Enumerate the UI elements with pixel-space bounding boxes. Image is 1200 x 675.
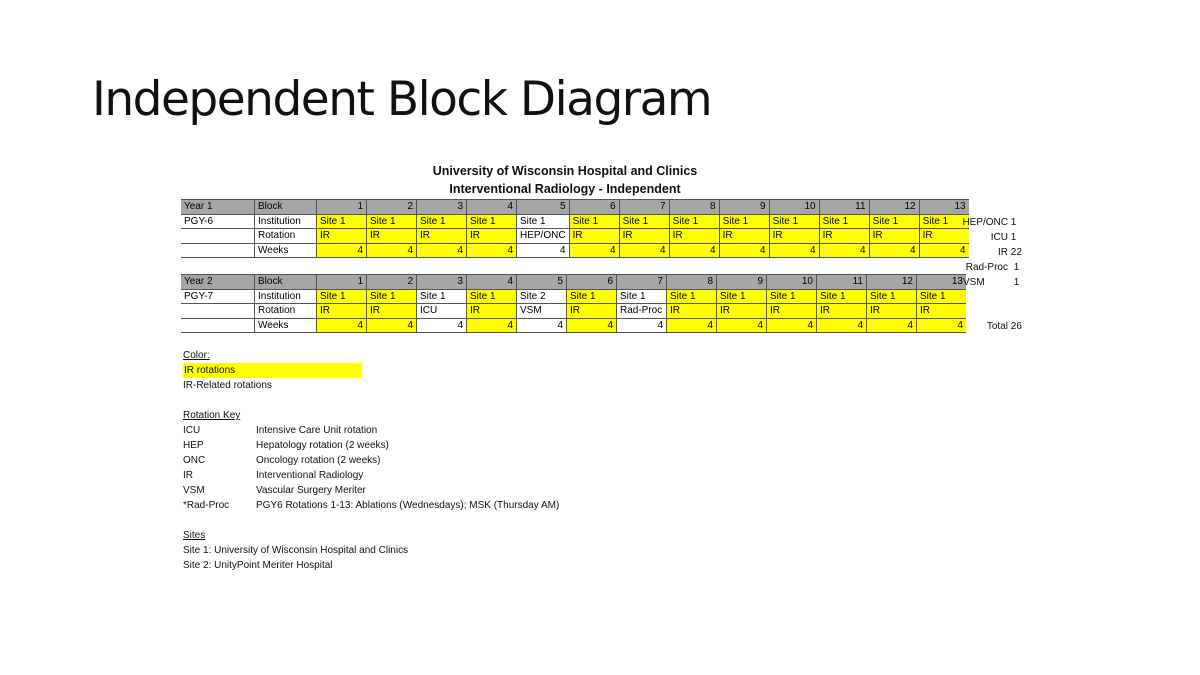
rotation-cell: IR (317, 229, 367, 244)
institution-cell: Site 1 (317, 289, 367, 304)
block-number: 4 (467, 275, 517, 290)
weeks-cell: 4 (717, 318, 767, 333)
summary-count: 1 (1010, 217, 1017, 228)
legend (183, 348, 559, 573)
rotation-cell: IR (317, 304, 367, 319)
summary-total-count: 26 (1010, 321, 1022, 332)
block-number: 3 (417, 275, 467, 290)
pgy-label: PGY-6 (181, 214, 255, 229)
weeks-cell: 4 (317, 318, 367, 333)
key-code: ONC (183, 455, 206, 466)
ir-related-label: IR-Related rotations (183, 380, 272, 391)
summary-label: VSM (963, 277, 985, 288)
block-number: 3 (417, 200, 467, 215)
institution-cell: Site 1 (367, 289, 417, 304)
institution-cell: Site 1 (719, 214, 769, 229)
weeks-cell: 4 (467, 243, 517, 258)
institution-cell: Site 1 (467, 214, 517, 229)
sheet-title-program: Interventional Radiology - Independent (449, 182, 681, 196)
weeks-cell: 4 (819, 243, 869, 258)
weeks-cell: 4 (517, 243, 570, 258)
summary-label: Rad-Proc (965, 262, 1008, 273)
rotation-cell: IR (619, 229, 669, 244)
block-number: 8 (669, 200, 719, 215)
institution-cell: Site 1 (817, 289, 867, 304)
empty-cell (181, 229, 255, 244)
block-number: 6 (567, 275, 617, 290)
summary-vsm (963, 277, 1019, 288)
summary-label: HEP/ONC (962, 217, 1008, 228)
weeks-cell: 4 (367, 243, 417, 258)
block-number: 12 (867, 275, 917, 290)
institution-cell: Site 1 (867, 289, 917, 304)
institution-cell: Site 1 (769, 214, 819, 229)
summary-count: 1 (1013, 277, 1020, 288)
block-number: 4 (467, 200, 517, 215)
institution-cell: Site 1 (919, 214, 969, 229)
rotation-cell: IR (769, 229, 819, 244)
block-number: 5 (517, 200, 570, 215)
rotation-cell: IR (467, 304, 517, 319)
block-number: 2 (367, 275, 417, 290)
weeks-cell: 4 (817, 318, 867, 333)
site-1: Site 1: University of Wisconsin Hospital and Clinics (183, 545, 409, 556)
weeks-cell: 4 (317, 243, 367, 258)
row-label: Institution (255, 289, 317, 304)
block-number: 2 (367, 200, 417, 215)
summary-count: 22 (1010, 247, 1022, 258)
key-desc: PGY6 Rotations 1-13: Ablations (Wednesdays); MSK (Thursday AM) (256, 500, 560, 511)
weeks-cell: 4 (867, 318, 917, 333)
institution-cell: Site 1 (569, 214, 619, 229)
institution-cell: Site 1 (917, 289, 967, 304)
slide-title: Independent Block Diagram (92, 72, 712, 127)
row-label: Institution (255, 214, 317, 229)
weeks-cell: 4 (919, 243, 969, 258)
row-label: Weeks (255, 318, 317, 333)
empty-cell (181, 243, 255, 258)
rotation-cell: IR (669, 229, 719, 244)
row-label: Rotation (255, 229, 317, 244)
rotation-cell: Rad-Proc (617, 304, 667, 319)
rotation-row (181, 229, 969, 244)
summary-count: 1 (1013, 262, 1020, 273)
block-number: 6 (569, 200, 619, 215)
institution-row (181, 214, 969, 229)
rotation-cell: IR (567, 304, 617, 319)
year2-block-table (181, 274, 966, 333)
block-number: 7 (619, 200, 669, 215)
rotation-cell: IR (569, 229, 619, 244)
key-desc: Oncology rotation (2 weeks) (256, 455, 381, 466)
weeks-cell: 4 (617, 318, 667, 333)
key-desc: Intensive Care Unit rotation (256, 425, 378, 436)
institution-cell: Site 1 (367, 214, 417, 229)
key-desc: Interventional Radiology (256, 470, 364, 481)
summary-ir (960, 247, 1022, 258)
institution-cell: Site 1 (617, 289, 667, 304)
block-label: Block (255, 275, 317, 290)
block-number: 10 (769, 200, 819, 215)
weeks-cell: 4 (567, 318, 617, 333)
rotation-row (181, 304, 966, 319)
rotation-cell: IR (819, 229, 869, 244)
key-row-vsm (183, 483, 559, 498)
weeks-cell: 4 (367, 318, 417, 333)
summary-hep-onc (960, 217, 1024, 228)
weeks-cell: 4 (769, 243, 819, 258)
row-label: Rotation (255, 304, 317, 319)
block-number: 1 (317, 200, 367, 215)
sites-heading: Sites (183, 530, 206, 541)
weeks-cell: 4 (667, 318, 717, 333)
block-number: 11 (819, 200, 869, 215)
rotation-cell: IR (869, 229, 919, 244)
summary-rad-proc (960, 262, 1019, 273)
weeks-row (181, 243, 969, 258)
empty-cell (181, 318, 255, 333)
rotation-cell: IR (667, 304, 717, 319)
institution-cell: Site 1 (467, 289, 517, 304)
summary-icu (960, 232, 1016, 243)
block-number: 13 (917, 275, 967, 290)
rotation-cell: IR (917, 304, 967, 319)
block-number: 7 (617, 275, 667, 290)
empty-cell (181, 304, 255, 319)
weeks-cell: 4 (917, 318, 967, 333)
key-code: ICU (183, 425, 201, 436)
ir-rotations-swatch: IR rotations (183, 363, 362, 378)
rotation-key-heading: Rotation Key (183, 410, 241, 421)
key-code: *Rad-Proc (183, 500, 230, 511)
key-code: VSM (183, 485, 205, 496)
weeks-cell: 4 (669, 243, 719, 258)
weeks-cell: 4 (619, 243, 669, 258)
rotation-cell: HEP/ONC (517, 229, 570, 244)
key-row-rad-proc (183, 498, 559, 513)
color-heading: Color: (183, 350, 210, 361)
weeks-cell: 4 (569, 243, 619, 258)
key-desc: Vascular Surgery Meriter (256, 485, 366, 496)
institution-cell: Site 1 (417, 214, 467, 229)
sheet-title-institution: University of Wisconsin Hospital and Clinics (432, 164, 698, 178)
rotation-cell: IR (767, 304, 817, 319)
rotation-cell: IR (417, 229, 467, 244)
rotation-cell: IR (719, 229, 769, 244)
rotation-cell: IR (919, 229, 969, 244)
block-number: 11 (817, 275, 867, 290)
institution-cell: Site 1 (669, 214, 719, 229)
block-header-row (181, 275, 966, 290)
key-row-onc (183, 453, 559, 468)
rotation-cell: ICU (417, 304, 467, 319)
rotation-cell: IR (717, 304, 767, 319)
institution-cell: Site 1 (869, 214, 919, 229)
weeks-cell: 4 (517, 318, 567, 333)
institution-cell: Site 1 (417, 289, 467, 304)
weeks-cell: 4 (767, 318, 817, 333)
key-code: HEP (183, 440, 204, 451)
institution-cell: Site 1 (767, 289, 817, 304)
weeks-cell: 4 (467, 318, 517, 333)
rotation-cell: IR (467, 229, 517, 244)
summary-total (960, 321, 1022, 332)
institution-cell: Site 1 (667, 289, 717, 304)
rotation-cell: VSM (517, 304, 567, 319)
key-row-ir (183, 468, 559, 483)
institution-cell: Site 1 (819, 214, 869, 229)
institution-cell: Site 1 (317, 214, 367, 229)
block-label: Block (255, 200, 317, 215)
rotation-cell: IR (367, 304, 417, 319)
weeks-cell: 4 (417, 318, 467, 333)
weeks-cell: 4 (417, 243, 467, 258)
year-label: Year 1 (181, 200, 255, 215)
institution-cell: Site 1 (717, 289, 767, 304)
summary-count: 1 (1010, 232, 1017, 243)
summary-label: ICU (990, 232, 1008, 243)
rotation-cell: IR (867, 304, 917, 319)
summary-label: IR (998, 247, 1008, 258)
weeks-cell: 4 (869, 243, 919, 258)
rotation-cell: IR (367, 229, 417, 244)
block-number: 1 (317, 275, 367, 290)
block-number: 9 (719, 200, 769, 215)
institution-cell: Site 1 (517, 214, 570, 229)
block-number: 8 (667, 275, 717, 290)
key-row-icu (183, 423, 559, 438)
institution-row (181, 289, 966, 304)
year-label: Year 2 (181, 275, 255, 290)
institution-cell: Site 1 (567, 289, 617, 304)
weeks-row (181, 318, 966, 333)
key-desc: Hepatology rotation (2 weeks) (256, 440, 389, 451)
institution-cell: Site 1 (619, 214, 669, 229)
row-label: Weeks (255, 243, 317, 258)
key-code: IR (183, 470, 193, 481)
key-row-hep (183, 438, 559, 453)
rotation-cell: IR (817, 304, 867, 319)
block-number: 12 (869, 200, 919, 215)
pgy-label: PGY-7 (181, 289, 255, 304)
institution-cell: Site 2 (517, 289, 567, 304)
block-number: 13 (919, 200, 969, 215)
year1-block-table (181, 199, 969, 258)
site-2: Site 2: UnityPoint Meriter Hospital (183, 560, 333, 571)
summary-total-label: Total (986, 321, 1008, 332)
block-number: 9 (717, 275, 767, 290)
block-number: 5 (517, 275, 567, 290)
block-number: 10 (767, 275, 817, 290)
weeks-cell: 4 (719, 243, 769, 258)
block-header-row (181, 200, 969, 215)
